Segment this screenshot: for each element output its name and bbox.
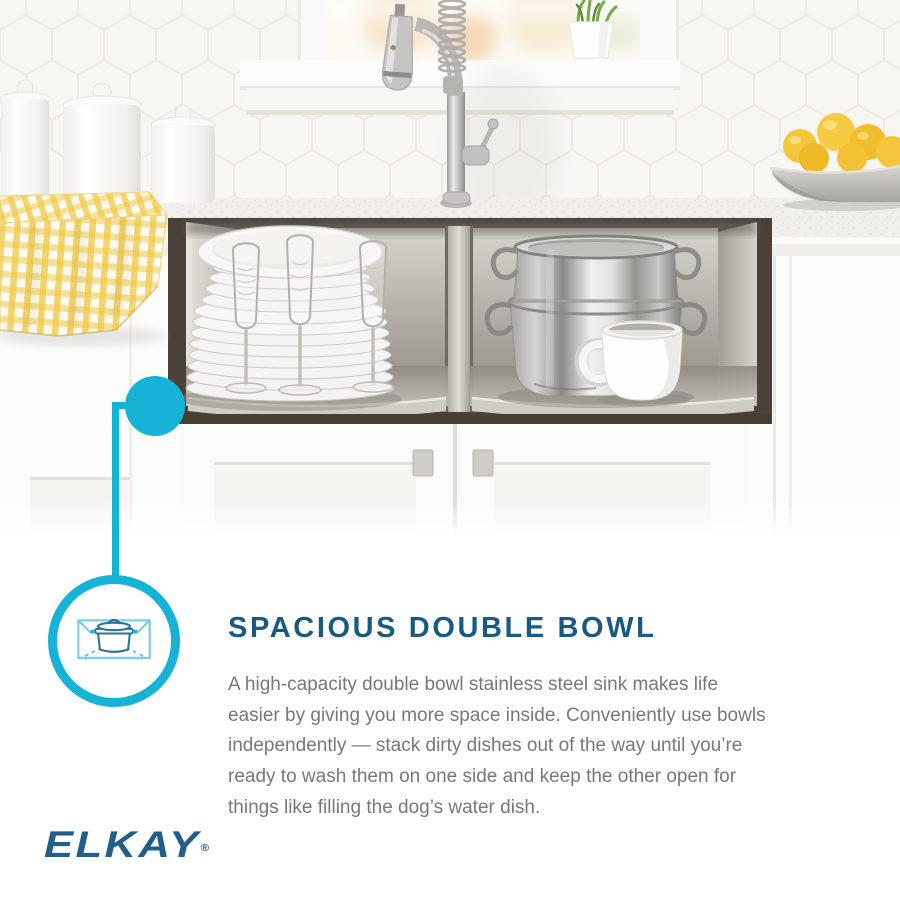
registered-mark: ® <box>200 843 210 854</box>
callout-icon-ring <box>48 575 180 707</box>
body-line: independently — stack dirty dishes out of the way until you’re <box>228 735 743 757</box>
feature-headline: SPACIOUS DOUBLE BOWL <box>228 612 657 644</box>
elkay-logo <box>44 824 209 866</box>
photo-fade <box>0 500 900 535</box>
feature-body <box>228 670 788 824</box>
callout-leader-line-vertical <box>112 402 119 578</box>
pot-in-sink-icon <box>67 603 161 679</box>
callout-dot <box>125 376 185 436</box>
body-line: ready to wash them on one side and keep the other open for <box>228 766 737 788</box>
brand-name: ELKAY <box>44 824 201 865</box>
pot-glyph <box>91 620 138 652</box>
body-line: things like filling the dog’s water dish. <box>228 796 541 818</box>
body-line: A high-capacity double bowl stainless steel sink makes life <box>228 674 719 695</box>
body-line: easier by giving you more space inside. Conveniently use bowls <box>228 704 766 726</box>
